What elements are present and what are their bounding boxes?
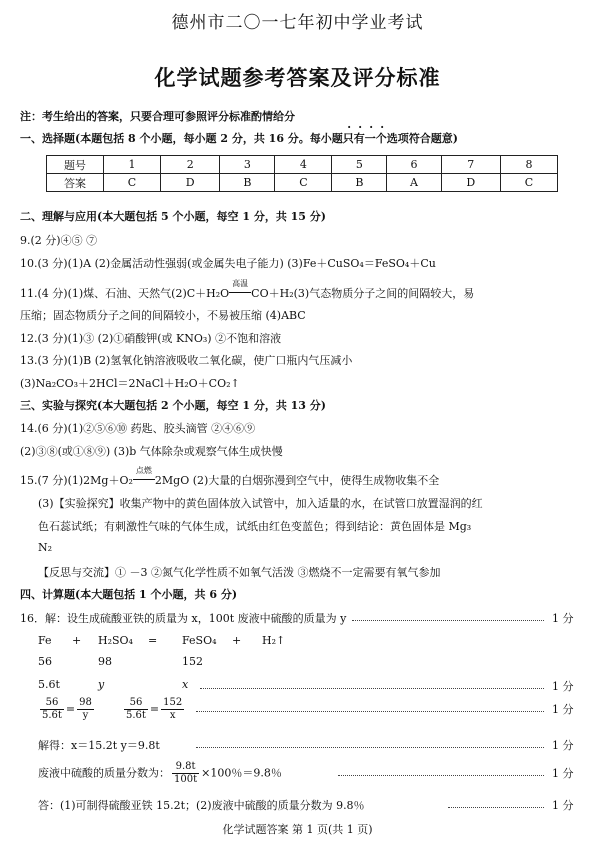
q11-line2: 压缩；固态物质分子之间的间隔较小，不易被压缩 (4)ABC	[20, 309, 306, 322]
dot-leader	[352, 620, 544, 621]
score-mark: 1 分	[552, 612, 574, 625]
q15-line5: 【反思与交流】① －3 ②氮气化学性质不如氧气活泼 ③燃烧不一定需要有氧气参加	[38, 566, 441, 579]
table-row	[47, 156, 558, 174]
q15-line4: N₂	[38, 541, 53, 554]
section-2-heading: 二、理解与应用(本大题包括 5 个小题，每空 1 分，共 15 分)	[20, 210, 327, 223]
table-cell: 1	[104, 156, 161, 174]
section-3-heading: 三、实验与探究(本大题包括 2 个小题，每空 1 分，共 13 分)	[20, 399, 327, 412]
eq-term: =	[148, 634, 158, 647]
unknown-mass: 5.6t	[38, 678, 60, 691]
unknown-mass: x	[182, 678, 189, 691]
dot-leader	[338, 775, 544, 776]
eq-term: FeSO₄	[182, 634, 217, 647]
score-mark: 1 分	[552, 680, 574, 693]
row-label-answer: 答案	[47, 174, 104, 192]
table-cell: C	[104, 174, 161, 192]
table-cell: 8	[500, 156, 557, 174]
section-4-heading: 四、计算题(本大题包括 1 个小题，共 6 分)	[20, 588, 238, 601]
answer-table	[46, 155, 558, 192]
score-mark: 1 分	[552, 739, 574, 752]
proportion-2: $\frac{56}{5.6t}$ = $\frac{152}{x}$	[126, 697, 183, 721]
solution: 解得：x＝15.2t y＝9.8t	[38, 739, 160, 752]
q15-line2: (3)【实验探究】收集产物中的黄色固体放入试管中，加入适量的水，在试管口放置湿润的红	[38, 497, 483, 510]
dot-leader	[196, 711, 544, 712]
eq-term: H₂SO₄	[98, 634, 133, 647]
score-mark: 1 分	[552, 799, 574, 812]
q15-line3: 色石蕊试纸；有刺激性气味的气体生成，试纸由红色变蓝色；得到结论：黄色固体是 Mg₃	[38, 520, 472, 533]
molar-mass: 152	[182, 655, 203, 668]
q14-line2: (2)③⑧(或①⑧⑨) (3)b 气体除杂或观察气体生成快慢	[20, 445, 283, 458]
dot-leader	[196, 747, 544, 748]
table-cell: 3	[220, 156, 275, 174]
molar-mass: 98	[98, 655, 112, 668]
row-label-number: 题号	[47, 156, 104, 174]
table-cell: 6	[387, 156, 441, 174]
unknown-mass: y	[98, 678, 105, 691]
table-cell: 7	[441, 156, 500, 174]
note: 注：考生给出的答案，只要合理可参照评分标准酌情给分	[20, 110, 295, 123]
page-footer: 化学试题答案 第 1 页(共 1 页)	[222, 823, 373, 836]
doc-title: 化学试题参考答案及评分标准	[154, 65, 441, 90]
table-cell: D	[441, 174, 500, 192]
table-cell: B	[332, 174, 387, 192]
eq-term: +	[72, 634, 82, 647]
table-cell: C	[500, 174, 557, 192]
dot-leader	[448, 807, 544, 808]
section-1-heading: 一、选择题(本题包括 8 个小题，每小题 2 分，共 16 分。每小题只有一个选项符合题意)	[20, 132, 459, 145]
eq-term: H₂↑	[262, 634, 286, 647]
q11-line1: 11.(4 分)(1)煤、石油、天然气(2)C＋H₂O 高温 CO＋H₂(3)气态物质分子之间的间隔较大，易	[20, 279, 475, 300]
dot-leader	[200, 688, 544, 689]
q15-line1: 15.(7 分)(1)2Mg＋O₂ 点燃 2MgO (2)大量的白烟弥漫到空气中，使得生成物收集不全	[20, 466, 440, 487]
q14-line1: 14.(6 分)(1)②⑤⑥⑩ 药匙、胶头滴管 ②④⑥⑨	[20, 422, 256, 435]
q10: 10.(3 分)(1)A (2)金属活动性强弱(或金属失电子能力) (3)Fe＋CuSO₄＝FeSO₄＋Cu	[20, 257, 436, 270]
reaction-condition: 高温	[229, 287, 251, 300]
q13-line2: (3)Na₂CO₃＋2HCl＝2NaCl＋H₂O＋CO₂↑	[20, 377, 240, 390]
table-cell: 4	[275, 156, 332, 174]
q16-intro: 16．解：设生成硫酸亚铁的质量为 x，100t 废液中硫酸的质量为 y	[20, 612, 347, 625]
score-mark: 1 分	[552, 767, 574, 780]
score-mark: 1 分	[552, 703, 574, 716]
table-row	[47, 174, 558, 192]
q9: 9.(2 分)④⑤ ⑦	[20, 234, 98, 247]
final-answer: 答：(1)可制得硫酸亚铁 15.2t；(2)废液中硫酸的质量分数为 9.8％	[38, 799, 365, 812]
table-cell: 5	[332, 156, 387, 174]
proportion-1: $\frac{56}{5.6t}$ = $\frac{98}{y}$	[42, 697, 92, 721]
table-cell: B	[220, 174, 275, 192]
concentration: 废液中硫酸的质量分数为： $\frac{9.8t}{100t}$ ×100％＝9.8％	[38, 761, 282, 785]
reaction-condition: 点燃	[133, 474, 155, 487]
q13-line1: 13.(3 分)(1)B (2)氢氧化钠溶液吸收二氧化碳，使广口瓶内气压减小	[20, 354, 353, 367]
table-cell: 2	[160, 156, 219, 174]
molar-mass: 56	[38, 655, 52, 668]
q12: 12.(3 分)(1)③ (2)①硝酸钾(或 KNO₃) ②不饱和溶液	[20, 332, 282, 345]
eq-term: +	[232, 634, 242, 647]
table-cell: C	[275, 174, 332, 192]
table-cell: D	[160, 174, 219, 192]
table-cell: A	[387, 174, 441, 192]
eq-term: Fe	[38, 634, 52, 647]
exam-title: 德州市二〇一七年初中学业考试	[171, 13, 424, 33]
